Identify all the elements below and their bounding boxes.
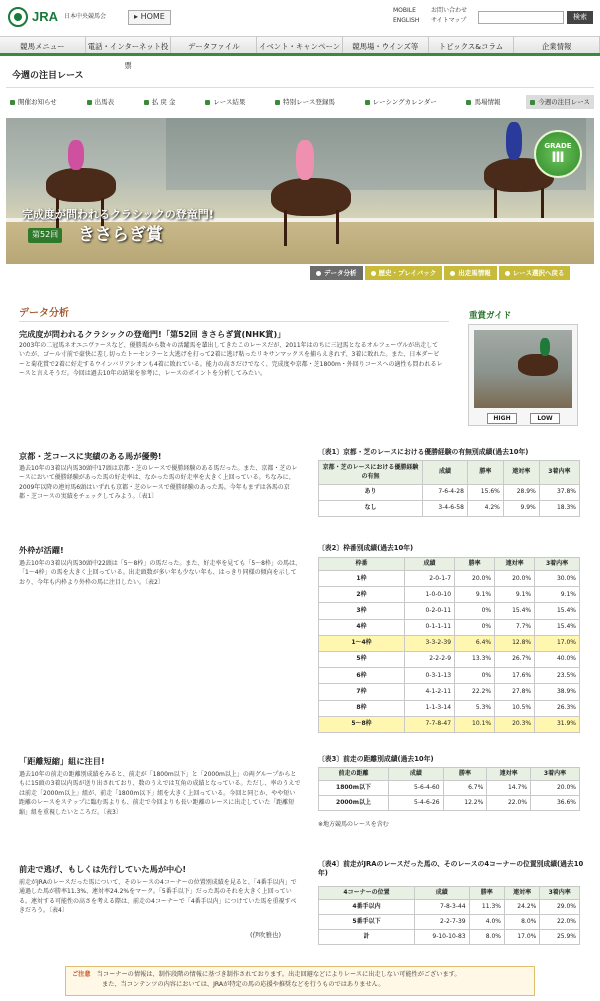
table-row: 3枠 0-2-0-11 0% 15.4% 15.4%: [319, 603, 580, 619]
table-row: 4枠 0-1-1-11 0% 7.7% 15.4%: [319, 619, 580, 635]
lead-title: 完成度が問われるクラシックの登竜門!「第52回 きさらぎ賞(NHK賞)」: [19, 329, 286, 339]
table-row: 5〜8枠 7-7-8-47 10.1% 20.3% 31.9%: [319, 716, 580, 732]
gnav-item[interactable]: 企業情報: [514, 37, 600, 53]
sub-nav: [6, 95, 594, 109]
tab-data-analysis[interactable]: データ分析: [310, 266, 363, 280]
jra-logo-icon: [8, 7, 28, 27]
lead-text: 2003年の二冠馬ネオユニヴァースなど、優勝馬から数々の活躍馬を輩出してきたこのレースだが、2011年はのちに三冠馬となるオルフェーヴルが出走していたが、ゴール寸前で豪快に差し切ったトーセンラーと大逃げを打って2着に逃げ粘ったリキサンマックスを捕らえきれず、3着に敗れた。また、日本ダービーと菊花賞で2着に好走するウインバリアシオンも4着に敗れている。能力の高さだけでなく、完成度や京都・芝1800m・外回りコースへの適性も問われるレースと言えそうだ。今回は過去10年の結果を参考に、レースのポイントを分析してみたい。: [19, 342, 443, 378]
table-row: 7枠 4-1-2-11 22.2% 27.8% 38.9%: [319, 684, 580, 700]
caution-label: ご注意: [72, 971, 91, 978]
gnav-item[interactable]: 競馬メニュー: [0, 37, 86, 53]
bullet-icon: [87, 100, 92, 105]
subnav-item[interactable]: レース結果: [201, 95, 249, 109]
bullet-icon: [450, 271, 455, 276]
subnav-item-current[interactable]: 今週の注目レース: [526, 95, 594, 109]
gnav-item[interactable]: トピックス&コラム: [429, 37, 515, 53]
point-title: 前走で逃げ、もしくは先行していた馬が中心!: [19, 864, 187, 874]
gnav-item[interactable]: イベント・キャンペーン: [257, 37, 343, 53]
subnav-item[interactable]: レーシングカレンダー: [361, 95, 441, 109]
table-3: 前走の距離 成績 勝率 連対率 3着内率 1800m以下 5-6-4-60 6.7% 14.7% 20.0% 2000m以上 5-4-6-26 12.2% 22.0% 36.6%: [318, 767, 580, 811]
table-row: 6枠 0-3-1-13 0% 17.6% 23.5%: [319, 668, 580, 684]
section-heading: データ分析: [19, 308, 69, 319]
home-button[interactable]: ▸ HOME: [128, 10, 171, 25]
hero-tagline: 完成度が問われるクラシックの登竜門!: [22, 208, 214, 221]
mobile-link[interactable]: MOBILE: [393, 7, 416, 14]
point-text: 過去10年の前走の距離別成績をみると、前走が「1800m以下」と「2000m以上」の両グループからともに15頭の3着以内馬が送り出されており、数のうえでは互角の成績となっている。ただし、率のうえでは前走「2000m以上」組が、前走「1800m以下」組を大きく上回っている。今回と同じか、やや短い距離のレースをステップに臨む馬よりも、前走で今回よりも長い距離のレースに出走していた「距離短縮」組を重視したいところだ。〔表3〕: [19, 771, 301, 816]
page-title: 今週の注目レース: [6, 70, 594, 88]
point-title: 京都・芝コースに実績のある馬が優勢!: [19, 451, 162, 461]
point-title: 「距離短縮」組に注目!: [19, 756, 105, 766]
search-button[interactable]: 検索: [567, 11, 593, 24]
point-text: 前走がJRAのレースだった馬について、そのレースの4コーナーの位置別成績を見ると、「4番手以内」で通過した馬が勝率11.3%、連対率24.2%をマーク。「5番手以下」だった馬のそれを大きく上回っている。連対する可能性の高さを考える際は、前走の4コーナーで「4番手以内」につけていた馬を重視すべきだろう。〔表4〕: [19, 879, 297, 915]
gnav-item[interactable]: 電話・インターネット投票: [86, 37, 172, 53]
logo-text: JRA: [32, 9, 59, 25]
jockey-image: [68, 140, 84, 170]
table-4: 4コーナーの位置 成績 勝率 連対率 3着内率 4番手以内 7-8-3-44 11.3% 24.2% 29.0% 5番手以下 2-2-7-39 4.0% 8.0% 22.0% 計 9-10-10-83 8.0% 17.0% 25.9%: [318, 886, 580, 945]
table-2: 枠番 成績 勝率 連対率 3着内率 1枠 2-0-1-7 20.0% 20.0% 30.0% 2枠 1-0-0-10 9.1% 9.1% 9.1% 3枠 0-2-0-11 0% 15.4% 15.4% 4枠 0-1-1-11 0% 7.7% 15.4% 1〜4枠 3-3-2-39 6.4% 12.8% 17.0% 5枠 2-2-2-9 13.3% 26.7% 40.0% 6枠 0-3-1-13 0% 17.6% 23.5% 7枠 4-1-2-11 22.2% 27.8% 38.9% 8枠 1-1-3-14 5.3% 10.5% 26.3% 5〜8枠 7-7-8-47 10.1% 20.3% 31.9%: [318, 557, 580, 733]
author: (伊吹雅也): [250, 931, 282, 939]
horse-leg: [494, 188, 497, 218]
tab-back-to-races[interactable]: レース選択へ戻る: [499, 266, 571, 280]
horse-leg: [284, 210, 287, 246]
table-row: 計 9-10-10-83 8.0% 17.0% 25.9%: [319, 930, 580, 945]
jra-logo[interactable]: [8, 7, 106, 27]
jockey-image: [296, 140, 314, 180]
table-row: 1枠 2-0-1-7 20.0% 20.0% 30.0%: [319, 571, 580, 587]
bullet-icon: [205, 100, 210, 105]
content-tabs: [310, 266, 570, 280]
bullet-icon: [316, 271, 321, 276]
bullet-icon: [530, 100, 535, 105]
horse-image: [46, 168, 116, 202]
table-row: 2枠 1-0-0-10 9.1% 9.1% 9.1%: [319, 587, 580, 603]
table-row: 4番手以内 7-8-3-44 11.3% 24.2% 29.0%: [319, 900, 580, 915]
header: [0, 0, 600, 36]
point-title: 外枠が活躍!: [19, 545, 64, 555]
bullet-icon: [466, 100, 471, 105]
subnav-item[interactable]: 出馬表: [83, 95, 119, 109]
caution-text: また、当コンテンツの内容においては、JRAが特定の馬の応援や推奨などを行うものではありません。: [102, 981, 385, 988]
table-row: 5枠 2-2-2-9 13.3% 26.7% 40.0%: [319, 651, 580, 667]
guide-video-thumbnail[interactable]: [474, 330, 572, 408]
subnav-item[interactable]: 馬場情報: [462, 95, 504, 109]
table-row: 1〜4枠 3-3-2-39 6.4% 12.8% 17.0%: [319, 635, 580, 651]
bullet-icon: [365, 100, 370, 105]
sitemap-link[interactable]: サイトマップ: [431, 17, 467, 25]
tab-history[interactable]: 歴史・プレイバック: [365, 266, 443, 280]
global-nav: [0, 36, 600, 70]
caution-text: 当コーナーの情報は、制作段階の情報に基づき制作されております。出走回避などによりレースに出走しない可能性がございます。: [96, 971, 461, 978]
point-text: 過去10年の3着以内馬30頭中22頭は「5〜8枠」の馬だった。また、好走率を見ても「5〜8枠」の馬は、「1〜4枠」の馬を大きく上回っている。出走頭数が多い年も少ない年も、はっきり同様の傾向を示しており、今年も内枠より外枠の馬に注目したい。〔表2〕: [19, 560, 301, 586]
hero-banner: [6, 118, 594, 264]
bullet-icon: [144, 100, 149, 105]
horse-leg: [336, 210, 339, 244]
bullet-icon: [10, 100, 15, 105]
horse-leg: [541, 188, 544, 218]
table-note: ※地方競馬のレースを含む: [318, 821, 389, 828]
table-caption: 〔表2〕枠番別成績(過去10年): [318, 544, 414, 552]
gnav-item[interactable]: 競馬場・ウインズ等: [343, 37, 429, 53]
search-input[interactable]: [478, 11, 564, 24]
english-link[interactable]: ENGLISH: [393, 17, 420, 25]
contact-link[interactable]: お問い合わせ: [431, 7, 468, 14]
table-row: 5番手以下 2-2-7-39 4.0% 8.0% 22.0%: [319, 915, 580, 930]
table-row: 8枠 1-1-3-14 5.3% 10.5% 26.3%: [319, 700, 580, 716]
divider: [19, 321, 449, 322]
table-caption: 〔表1〕京都・芝のレースにおける優勝経験の有無別成績(過去10年): [318, 448, 529, 456]
race-name: きさらぎ賞: [78, 225, 163, 245]
jockey-image: [506, 122, 522, 160]
table-1: 京都・芝のレースにおける優勝経験の有無 成績 勝率 連対率 3着内率 あり 7-6-4-28 15.6% 28.9% 37.8% なし 3-4-6-58 4.2% 9.9% 18.3%: [318, 460, 580, 517]
race-number-badge: 第52回: [28, 228, 62, 243]
bullet-icon: [275, 100, 280, 105]
point-text: 過去10年の3着以内馬30頭中17頭は京都・芝のレースで優勝経験のある馬だった。また、京都・芝のレースにおいて優勝経験があった馬の好走率は、なかった馬の好走率を大きく上回っている。ちなみに、2009年以降の連対馬6頭はいずれも京都・芝のレースで優勝経験のあった馬。今年もまずは各馬の京都・芝コースの実績をチェックしてみよう。〔表1〕: [19, 465, 298, 501]
guide-title: 重賞ガイド: [469, 311, 512, 321]
horse-image: [271, 178, 351, 216]
gnav-item[interactable]: データファイル: [171, 37, 257, 53]
bullet-icon: [505, 271, 510, 276]
high-quality-button[interactable]: HIGH: [487, 413, 517, 424]
grade-badge: GRADE Ⅲ: [534, 130, 582, 178]
subnav-item[interactable]: 特別レース登録馬: [271, 95, 339, 109]
table-caption: 〔表4〕前走がJRAのレースだった馬の、そのレースの4コーナーの位置別成績(過去10年): [318, 860, 584, 878]
bullet-icon: [371, 271, 376, 276]
subnav-item[interactable]: 払 戻 金: [140, 95, 180, 109]
tab-entries[interactable]: 出走馬情報: [444, 266, 497, 280]
table-row: あり 7-6-4-28 15.6% 28.9% 37.8%: [319, 485, 580, 501]
low-quality-button[interactable]: LOW: [530, 413, 560, 424]
subnav-item[interactable]: 開催お知らせ: [6, 95, 61, 109]
table-row: 2000m以上 5-4-6-26 12.2% 22.0% 36.6%: [319, 796, 580, 811]
table-row: 1800m以下 5-6-4-60 6.7% 14.7% 20.0%: [319, 781, 580, 796]
caution-box: [65, 966, 535, 996]
table-caption: 〔表3〕前走の距離別成績(過去10年): [318, 755, 434, 763]
table-row: なし 3-4-6-58 4.2% 9.9% 18.3%: [319, 501, 580, 517]
logo-subtitle: 日本中央競馬会: [64, 12, 107, 20]
top-links: [393, 7, 475, 25]
